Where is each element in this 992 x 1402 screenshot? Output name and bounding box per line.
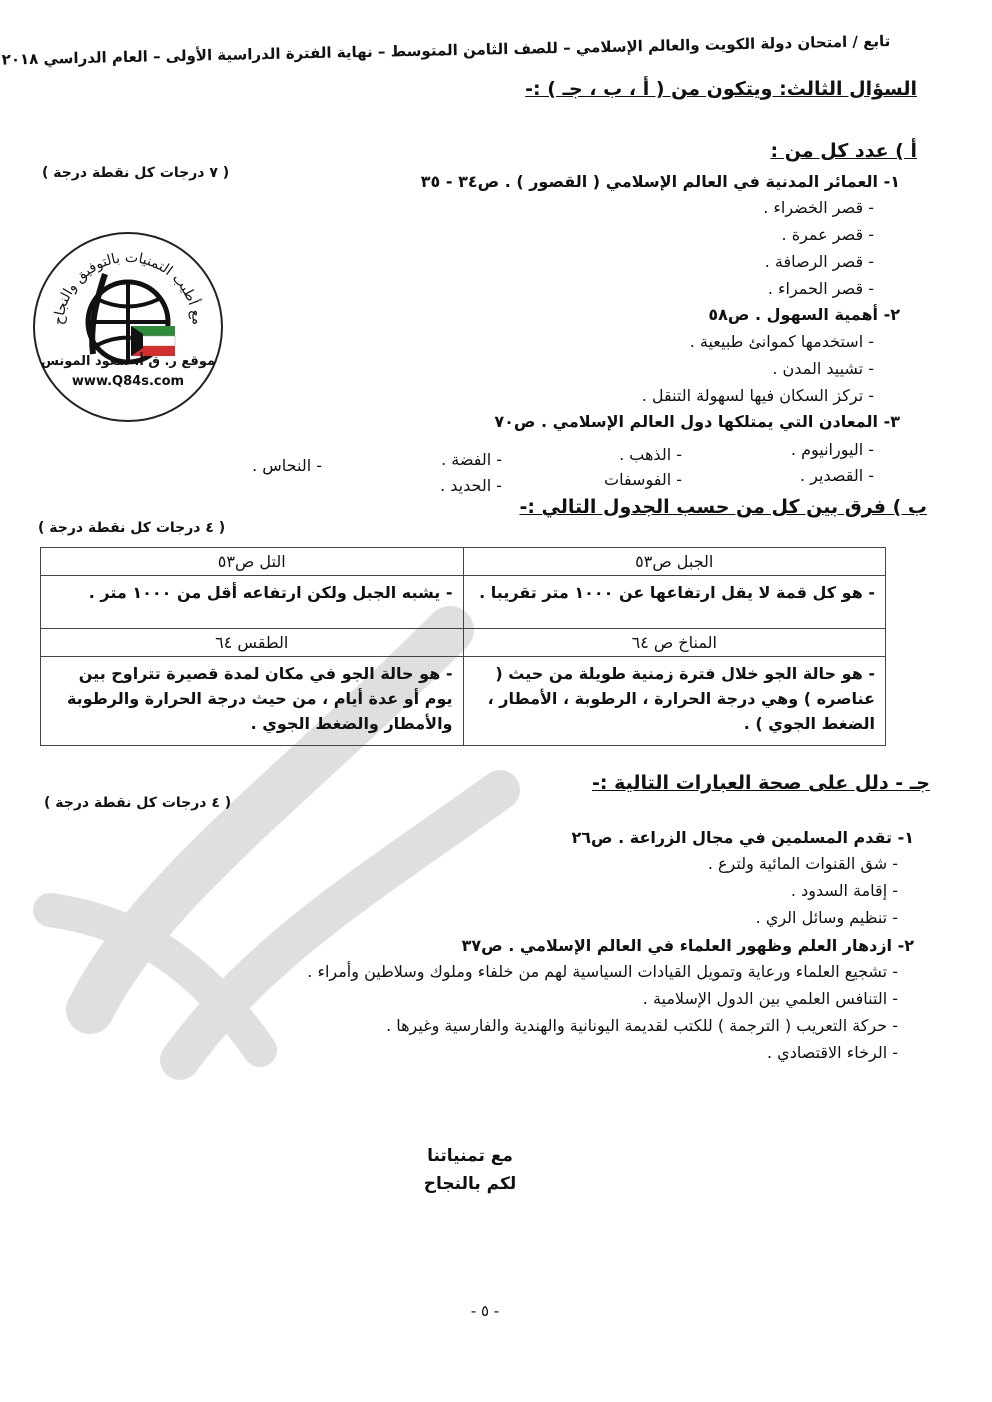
table-row bbox=[41, 657, 886, 746]
section-b-title: ب ) فرق بين كل من حسب الجدول التالي :- bbox=[519, 496, 927, 518]
mineral-copper: - النحاس . bbox=[252, 456, 322, 475]
a-item2-heading: ٢- أهمية السهول . ص٥٨ bbox=[708, 305, 900, 324]
section-b-grade: ( ٤ درجات كل نقطة درجة ) bbox=[38, 520, 226, 536]
logo-site-name: موقع ر. ق أ. سعود المونس bbox=[40, 354, 216, 369]
table-header-weather: الطقس ٦٤ bbox=[41, 629, 464, 657]
table-header-climate: المناخ ص ٦٤ bbox=[463, 629, 886, 657]
a-item2-bullet: - تشييد المدن . bbox=[772, 359, 874, 378]
table-cell-hill: - يشبه الجبل ولكن ارتفاعه أقل من ١٠٠٠ متر . bbox=[41, 576, 464, 629]
table-header-mountain: الجبل ص٥٣ bbox=[463, 548, 886, 576]
table-row bbox=[41, 548, 886, 576]
section-a-title: أ ) عدد كل من : bbox=[770, 140, 917, 162]
c-item1-heading: ١- تقدم المسلمين في مجال الزراعة . ص٢٦ bbox=[571, 828, 914, 847]
logo-graphic bbox=[35, 234, 221, 420]
a-item1-bullet: - قصر الخضراء . bbox=[763, 198, 874, 217]
c-item2-heading: ٢- ازدهار العلم وظهور العلماء في العالم الإسلامي . ص٣٧ bbox=[461, 936, 914, 955]
c-item2-bullet: - تشجيع العلماء ورعاية وتمويل القيادات السياسية لهم من خلفاء وملوك وسلاطين وأمراء . bbox=[307, 962, 898, 981]
c-item1-bullet: - إقامة السدود . bbox=[790, 881, 898, 900]
a-item2-bullet: - استخدمها كموانئ طبيعية . bbox=[689, 332, 874, 351]
globe-flag-icon bbox=[88, 274, 175, 362]
a-item2-bullet: - تركز السكان فيها لسهولة التنقل . bbox=[641, 386, 874, 405]
site-logo bbox=[33, 232, 223, 422]
mineral-uranium: - اليورانيوم . bbox=[790, 440, 874, 459]
table-row bbox=[41, 629, 886, 657]
question-title: السؤال الثالث: ويتكون من ( أ ، ب ، جـ ) :- bbox=[525, 78, 917, 100]
table-cell-weather: - هو حالة الجو في مكان لمدة قصيرة تتراوح بين يوم أو عدة أيام ، من حيث درجة الحرارة والرطوبة والأمطار والضغط الجوي . bbox=[41, 657, 464, 746]
mineral-phosphate: - الفوسفات bbox=[604, 470, 682, 489]
closing-line1: مع تمنياتنا bbox=[427, 1146, 513, 1166]
exam-header bbox=[1, 30, 891, 69]
page-number: - ٥ - bbox=[470, 1302, 500, 1320]
a-item1-bullet: - قصر عمرة . bbox=[781, 225, 874, 244]
c-item1-bullet: - شق القنوات المائية ولترع . bbox=[707, 854, 898, 873]
closing-line2: لكم بالنجاح bbox=[423, 1174, 517, 1194]
a-item1-bullet: - قصر الرصافة . bbox=[764, 252, 874, 271]
section-c-grade: ( ٤ درجات كل نقطة درجة ) bbox=[44, 795, 232, 811]
mineral-iron: - الحديد . bbox=[440, 476, 502, 495]
table-cell-mountain: - هو كل قمة لا يقل ارتفاعها عن ١٠٠٠ متر تقريبا . bbox=[463, 576, 886, 629]
table-header-hill: التل ص٥٣ bbox=[41, 548, 464, 576]
c-item2-bullet: - الرخاء الاقتصادي . bbox=[767, 1043, 898, 1062]
section-a-grade: ( ٧ درجات كل نقطة درجة ) bbox=[42, 165, 230, 181]
logo-url: www.Q84s.com bbox=[71, 374, 185, 389]
section-c-title: جـ - دلل على صحة العبارات التالية :- bbox=[592, 772, 930, 794]
mineral-silver: - الفضة . bbox=[441, 450, 502, 469]
c-item1-bullet: - تنظيم وسائل الري . bbox=[755, 908, 898, 927]
table-row bbox=[41, 576, 886, 629]
mineral-gold: - الذهب . bbox=[619, 445, 682, 464]
mineral-tin: - القصدير . bbox=[800, 466, 874, 485]
logo-arc-text: مع أطيب التمنيات بالتوفيق والنجاح bbox=[50, 249, 206, 326]
c-item2-bullet: - التنافس العلمي بين الدول الإسلامية . bbox=[642, 989, 898, 1008]
table-cell-climate: - هو حالة الجو خلال فترة زمنية طويلة من حيث ( عناصره ) وهي درجة الحرارة ، الرطوبة ، الأمطار ، الضغط الجوي ) . bbox=[463, 657, 886, 746]
a-item1-bullet: - قصر الحمراء . bbox=[767, 279, 874, 298]
c-item2-bullet: - حركة التعريب ( الترجمة ) للكتب لقديمة اليونانية والهندية والفارسية وغيرها . bbox=[386, 1016, 898, 1035]
comparison-table bbox=[40, 547, 886, 746]
a-item3-heading: ٣- المعادن التي يمتلكها دول العالم الإسلامي . ص٧٠ bbox=[494, 412, 900, 431]
a-item1-heading: ١- العمائر المدنية في العالم الإسلامي ( القصور ) . ص٣٤ - ٣٥ bbox=[420, 172, 900, 191]
header-text: تابع / امتحان دولة الكويت والعالم الإسلامي – للصف الثامن المتوسط – نهاية الفترة الدراسية الأولى – العام الدراسي ٢٠١٨ bbox=[1, 31, 891, 69]
